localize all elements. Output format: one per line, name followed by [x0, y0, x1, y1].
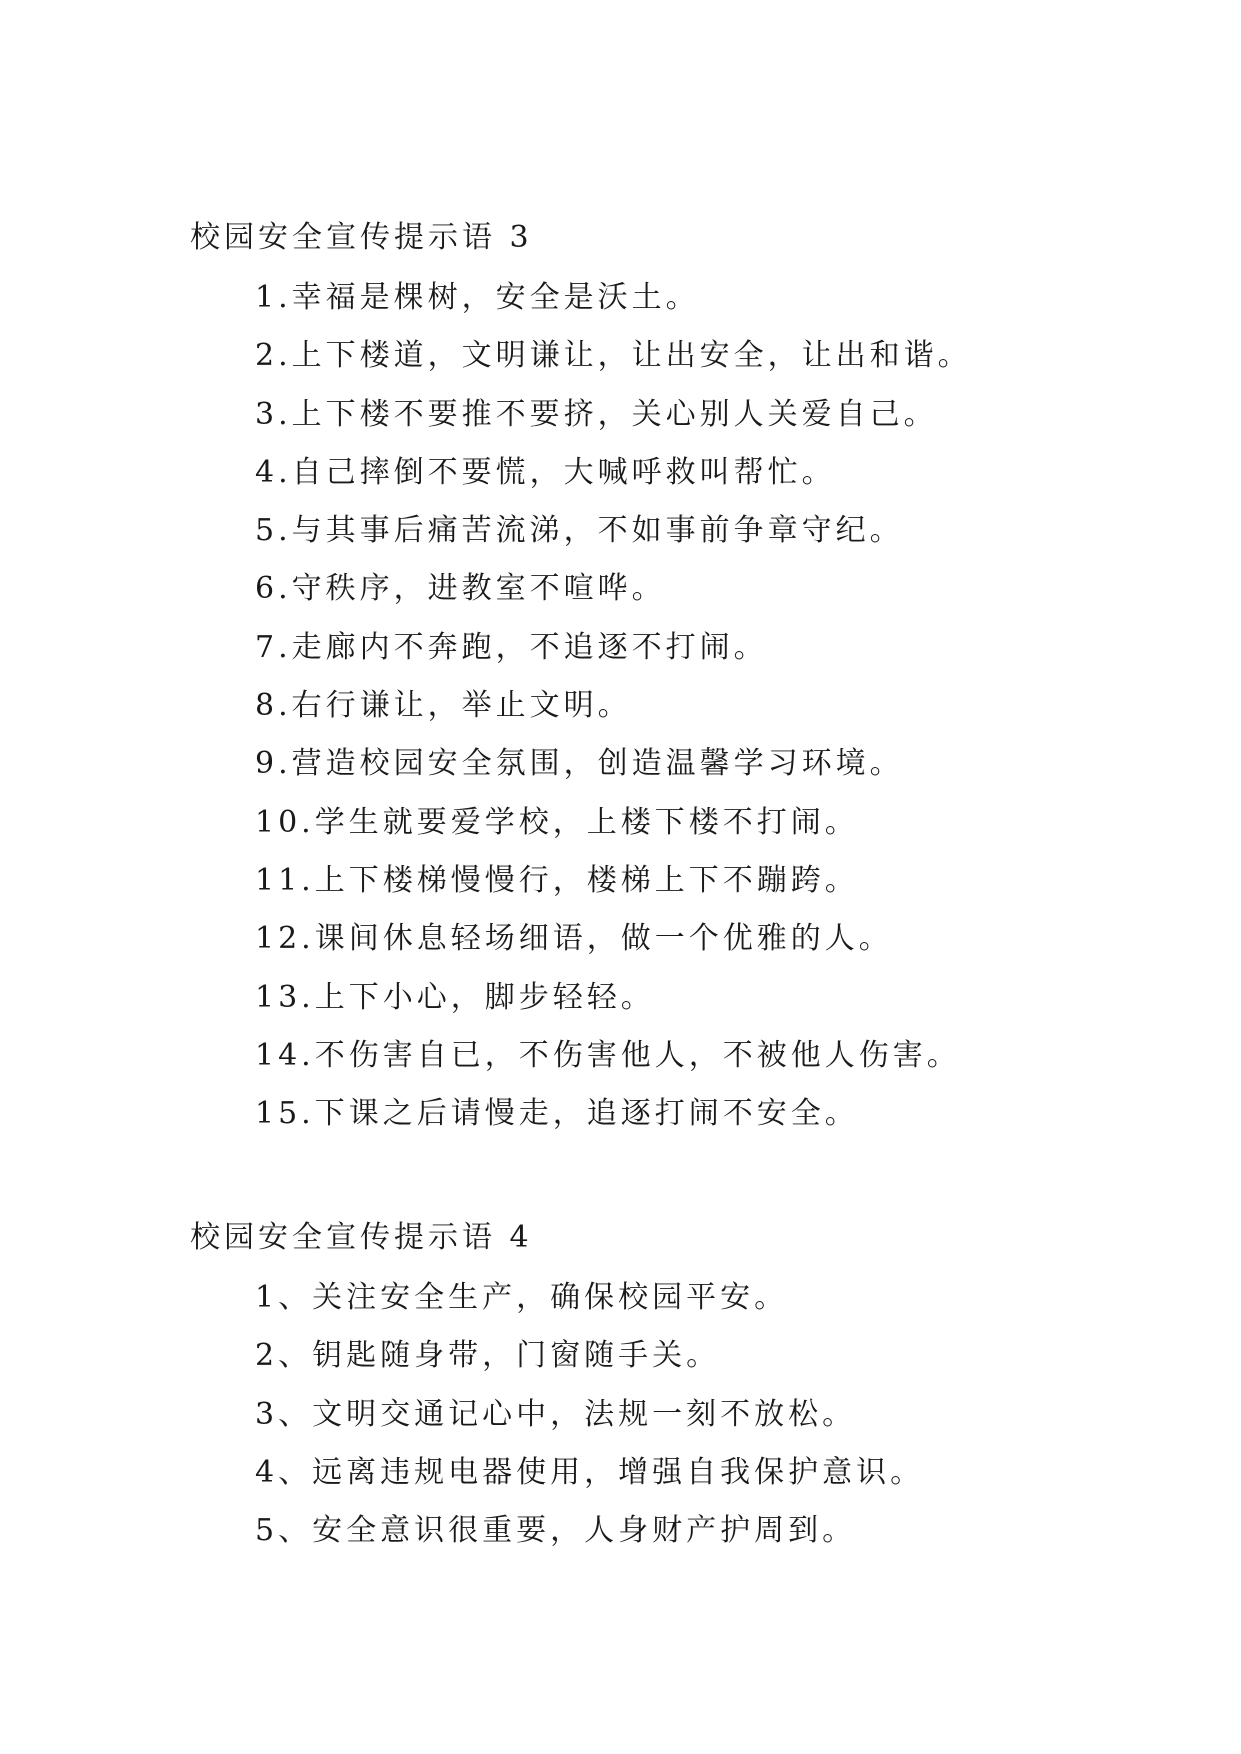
- list-item: 14.不伤害自已，不伤害他人，不被他人伤害。: [255, 1037, 961, 1073]
- list-item: 1、关注安全生产，确保校园平安。: [255, 1280, 789, 1315]
- list-item: 10.学生就要爱学校，上楼下楼不打闹。: [255, 804, 859, 840]
- list-item: 3、文明交通记心中，法规一刻不放松。: [255, 1396, 857, 1432]
- list-item: 5.与其事后痛苦流涕，不如事前争章守纪。: [255, 513, 904, 549]
- list-item: 2.上下楼道，文明谦让，让出安全，让出和谐。: [255, 338, 972, 374]
- section-heading: 校园安全宣传提示语 4: [190, 1220, 533, 1255]
- list-item: 6.守秩序，进教室不喧哗。: [255, 571, 666, 607]
- section-heading: 校园安全宣传提示语 3: [190, 220, 533, 255]
- list-item: 4.自己摔倒不要慌，大喊呼救叫帮忙。: [255, 454, 836, 490]
- list-item: 1.幸福是棵树，安全是沃土。: [255, 280, 700, 315]
- list-item: 12.课间休息轻场细语，做一个优雅的人。: [255, 921, 893, 957]
- list-item: 9.营造校园安全氛围，创造温馨学习环境。: [255, 746, 904, 782]
- list-item: 3.上下楼不要推不要挤，关心别人关爱自己。: [255, 396, 938, 432]
- list-item: 7.走廊内不奔跑，不追逐不打闹。: [255, 629, 768, 665]
- list-item: 4、远离违规电器使用，增强自我保护意识。: [255, 1454, 925, 1490]
- list-item: 15.下课之后请慢走，追逐打闹不安全。: [255, 1096, 859, 1132]
- slogan-list: [255, 1278, 924, 1569]
- list-item: 13.上下小心，脚步轻轻。: [255, 979, 655, 1015]
- list-item: 8.右行谦让，举止文明。: [255, 688, 632, 724]
- list-item: 5、安全意识很重要，人身财产护周到。: [255, 1513, 857, 1549]
- list-item: 2、钥匙随身带，门窗随手关。: [255, 1338, 721, 1374]
- list-item: 11.上下楼梯慢慢行，楼梯上下不蹦跨。: [255, 862, 859, 898]
- slogan-list: [255, 278, 972, 1152]
